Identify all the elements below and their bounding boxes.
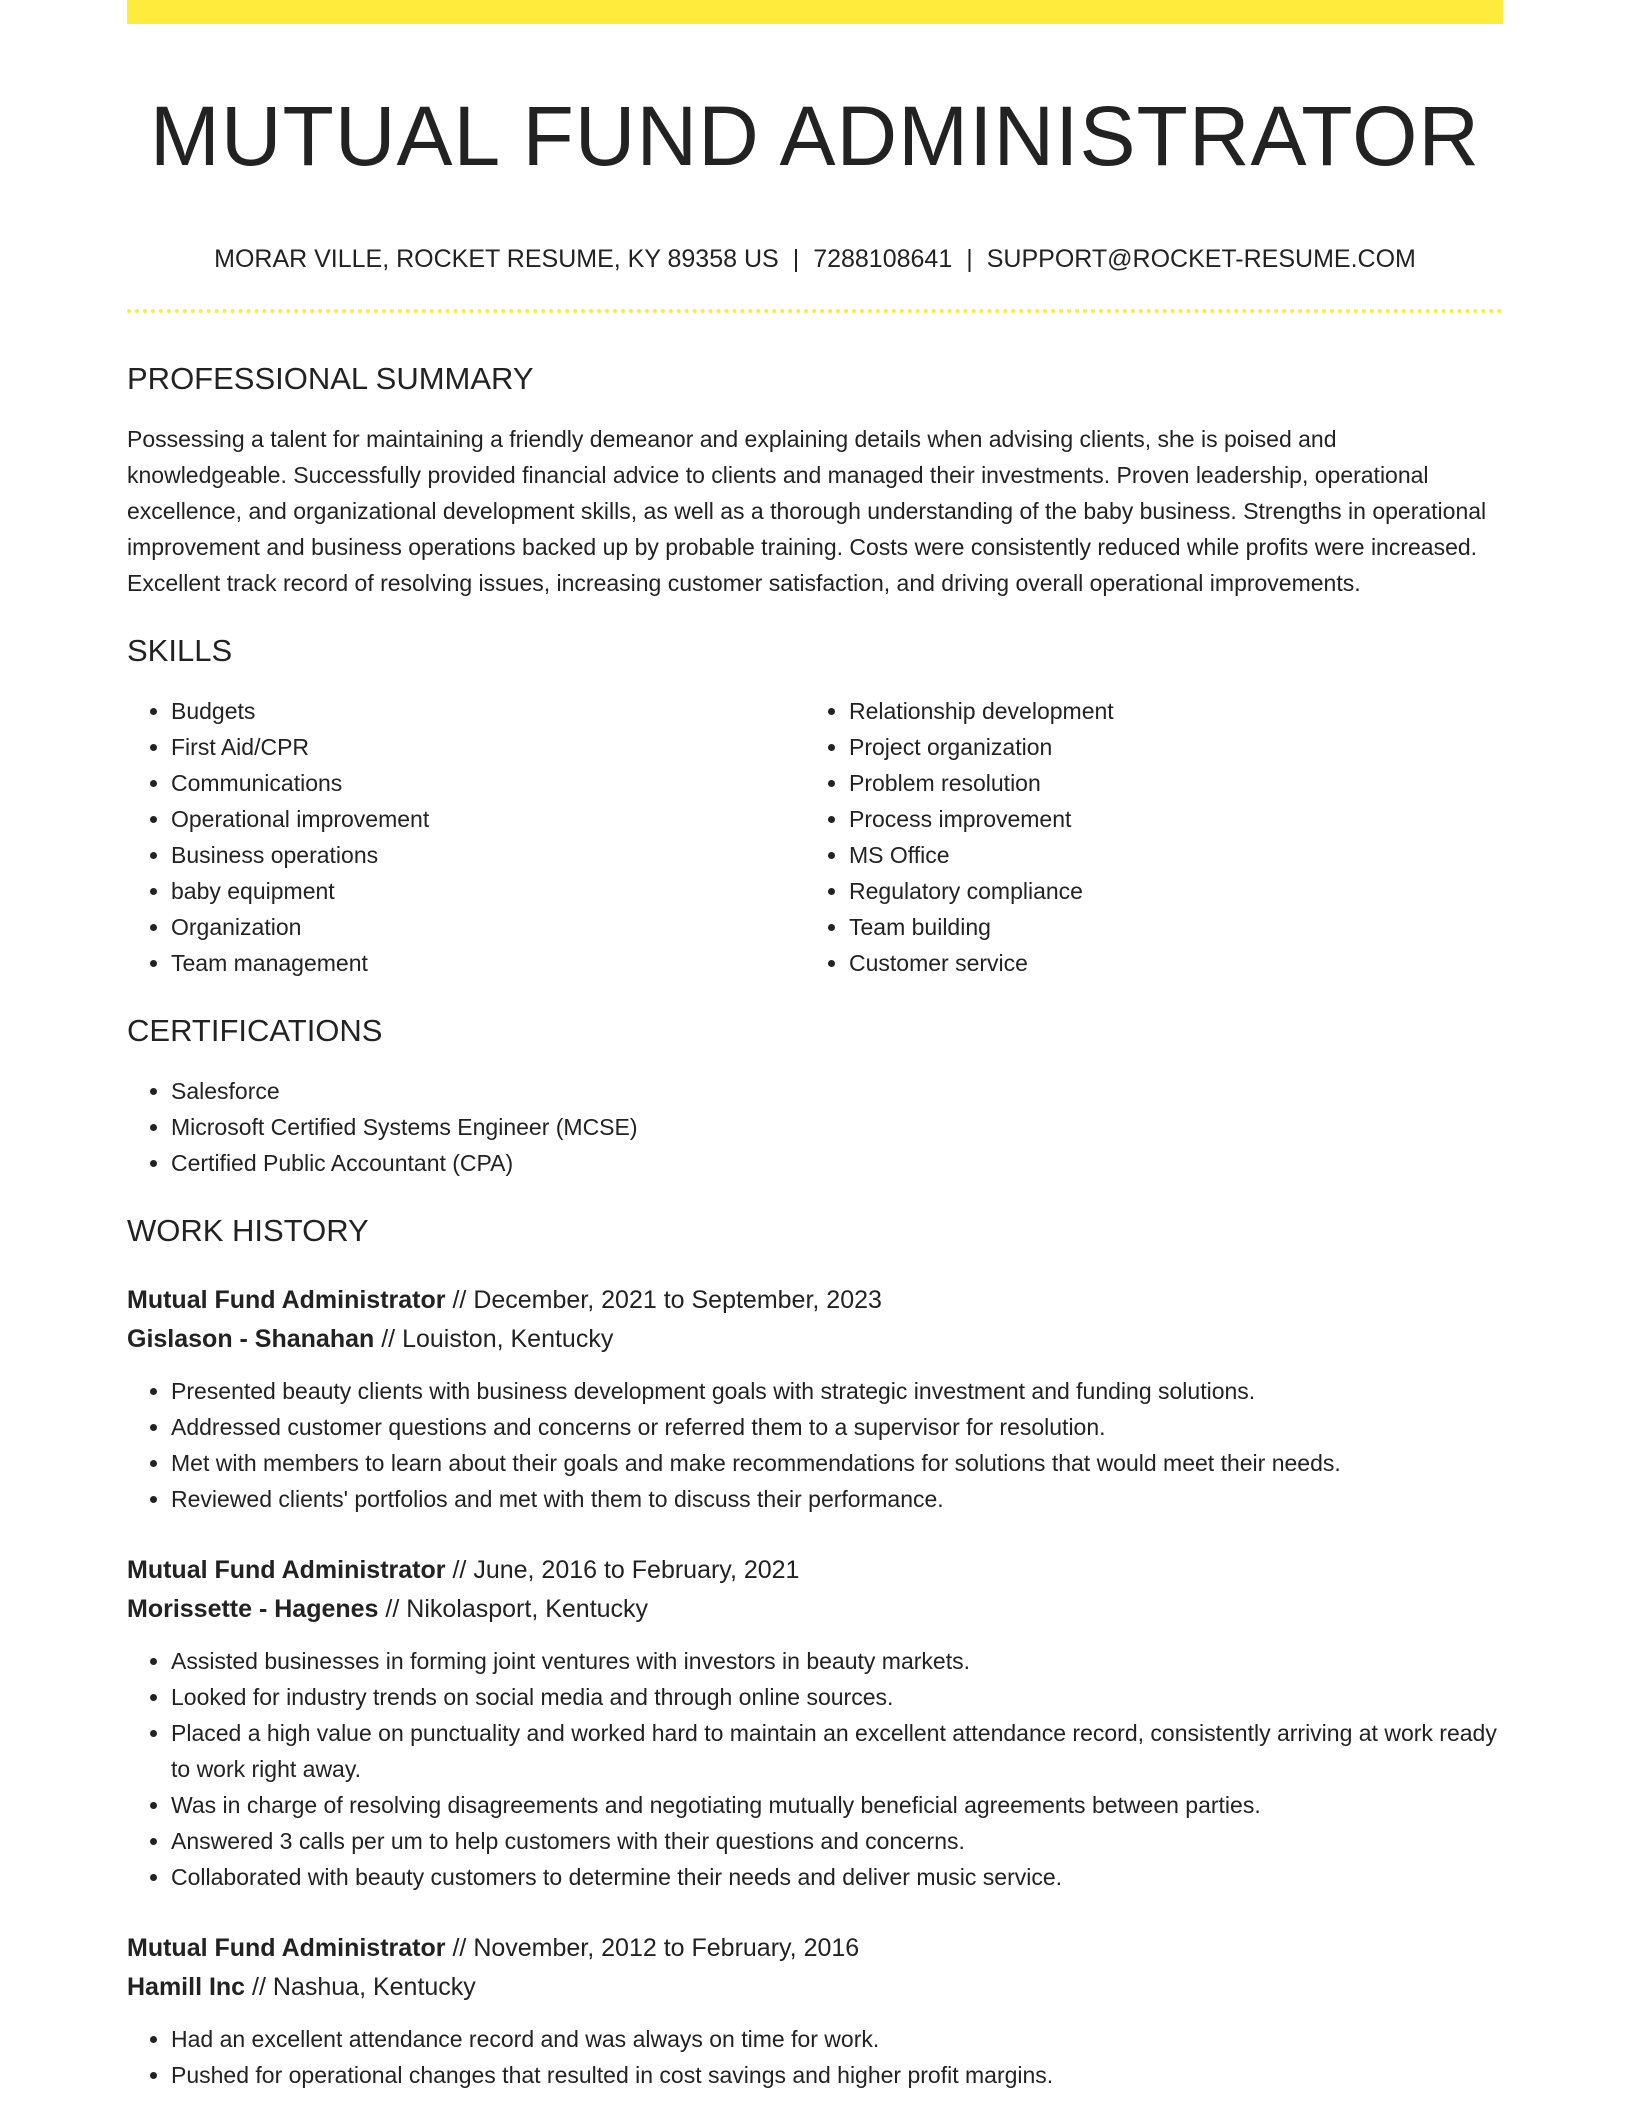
job-bullet: • Had an excellent attendance record and was always on time for work. bbox=[171, 2021, 1503, 2057]
job-company-line bbox=[127, 1590, 1503, 1629]
resume-title: MUTUAL FUND ADMINISTRATOR bbox=[149, 89, 1481, 183]
contact-email: SUPPORT@ROCKET-RESUME.COM bbox=[986, 245, 1416, 273]
job-company: Morissette - Hagenes bbox=[127, 1595, 379, 1623]
skills-list bbox=[127, 671, 1503, 981]
job-location: Louiston, Kentucky bbox=[402, 1325, 614, 1353]
skill-item: • Customer service bbox=[849, 945, 1503, 981]
accent-top-bar bbox=[127, 0, 1503, 24]
summary-text: Possessing a talent for maintaining a friendly demeanor and explaining details when advising clients, she is poised and knowledgeable. Successfully provided financial advice to clients and managed their investments. Proven leadership, operational excellence, and organizational development skills, as well as a thorough understanding of the baby business. Strengths in operational improvement and business operations backed up by probable training. Costs were consistently reduced while profits were increased. Excellent track record of resolving issues, increasing customer satisfaction, and driving overall operational improvements. bbox=[127, 426, 1487, 596]
job-title: Mutual Fund Administrator bbox=[127, 1556, 446, 1584]
job-bullets bbox=[127, 2021, 1503, 2093]
skills-column-right bbox=[805, 693, 1503, 981]
contact-separator: | bbox=[792, 245, 800, 273]
job-title-line bbox=[127, 1281, 1503, 1320]
job-company-line bbox=[127, 1320, 1503, 1359]
skill-item: • Operational improvement bbox=[171, 801, 805, 837]
job-bullet: • Pushed for operational changes that resulted in cost savings and higher profit margins. bbox=[171, 2057, 1503, 2093]
job-title-line bbox=[127, 1929, 1503, 1968]
job-location: Nashua, Kentucky bbox=[272, 1973, 476, 2001]
job-dates: November, 2012 to February, 2016 bbox=[473, 1934, 860, 1962]
skill-item: • Process improvement bbox=[849, 801, 1503, 837]
job-dates: June, 2016 to February, 2021 bbox=[473, 1556, 800, 1584]
job-divider: // bbox=[452, 1556, 467, 1584]
job-company: Hamill Inc bbox=[127, 1973, 246, 2001]
job-bullet: • Was in charge of resolving disagreements and negotiating mutually beneficial agreements between parties. bbox=[171, 1787, 1503, 1823]
job-divider: // bbox=[381, 1325, 396, 1353]
skill-item: • Team building bbox=[849, 909, 1503, 945]
contact-separator: | bbox=[966, 245, 973, 273]
job-bullet: • Placed a high value on punctuality and worked hard to maintain an excellent attendance record, consistently arriving at work ready to work right away. bbox=[171, 1715, 1503, 1787]
summary-heading: PROFESSIONAL SUMMARY bbox=[127, 361, 534, 396]
contact-line bbox=[127, 244, 1503, 274]
job-divider: // bbox=[252, 1973, 266, 2001]
job-company-line bbox=[127, 1968, 1503, 2007]
resume-page bbox=[127, 0, 1503, 2093]
job-bullet: • Assisted businesses in forming joint ventures with investors in beauty markets. bbox=[171, 1643, 1503, 1679]
skill-item: • Relationship development bbox=[849, 693, 1503, 729]
job-bullets bbox=[127, 1373, 1503, 1517]
job-company: Gislason - Shanahan bbox=[127, 1325, 375, 1353]
skill-item: • Business operations bbox=[171, 837, 805, 873]
skill-item: • Organization bbox=[171, 909, 805, 945]
job-bullet: • Looked for industry trends on social media and through online sources. bbox=[171, 1679, 1503, 1715]
certification-item: • Salesforce bbox=[171, 1073, 1503, 1109]
job-divider: // bbox=[385, 1595, 400, 1623]
job-title-line bbox=[127, 1551, 1503, 1590]
job-entry bbox=[127, 1929, 1503, 2093]
skill-item: • Budgets bbox=[171, 693, 805, 729]
skill-item: • baby equipment bbox=[171, 873, 805, 909]
skill-item: • Team management bbox=[171, 945, 805, 981]
skills-heading: SKILLS bbox=[127, 633, 233, 668]
job-entry bbox=[127, 1281, 1503, 1517]
job-title: Mutual Fund Administrator bbox=[127, 1934, 446, 1962]
job-location: Nikolasport, Kentucky bbox=[406, 1595, 649, 1623]
job-bullet: • Reviewed clients' portfolios and met with them to discuss their performance. bbox=[171, 1481, 1503, 1517]
job-bullet: • Addressed customer questions and concerns or referred them to a supervisor for resolution. bbox=[171, 1409, 1503, 1445]
job-bullet: • Answered 3 calls per um to help customers with their questions and concerns. bbox=[171, 1823, 1503, 1859]
skill-item: • Project organization bbox=[849, 729, 1503, 765]
contact-phone: 7288108641 bbox=[813, 245, 953, 273]
skills-column-left bbox=[127, 693, 805, 981]
certifications-heading: CERTIFICATIONS bbox=[127, 1013, 383, 1048]
skill-item: • MS Office bbox=[849, 837, 1503, 873]
certifications-list bbox=[127, 1073, 1503, 1181]
dotted-divider bbox=[127, 309, 1503, 313]
skill-item: • Problem resolution bbox=[849, 765, 1503, 801]
job-bullets bbox=[127, 1643, 1503, 1895]
certification-item: • Certified Public Accountant (CPA) bbox=[171, 1145, 1503, 1181]
job-title: Mutual Fund Administrator bbox=[127, 1286, 446, 1314]
job-divider: // bbox=[452, 1934, 467, 1962]
work-history-heading: WORK HISTORY bbox=[127, 1213, 369, 1248]
skill-item: • Regulatory compliance bbox=[849, 873, 1503, 909]
contact-address: MORAR VILLE, ROCKET RESUME, KY 89358 US bbox=[214, 245, 779, 273]
job-bullet: • Collaborated with beauty customers to determine their needs and deliver music service. bbox=[171, 1859, 1503, 1895]
skill-item: • First Aid/CPR bbox=[171, 729, 805, 765]
skill-item: • Communications bbox=[171, 765, 805, 801]
job-bullet: • Presented beauty clients with business development goals with strategic investment and funding solutions. bbox=[171, 1373, 1503, 1409]
job-divider: // bbox=[452, 1286, 467, 1314]
job-bullet: • Met with members to learn about their goals and make recommendations for solutions that would meet their needs. bbox=[171, 1445, 1503, 1481]
job-entry bbox=[127, 1551, 1503, 1895]
certification-item: • Microsoft Certified Systems Engineer (MCSE) bbox=[171, 1109, 1503, 1145]
job-dates: December, 2021 to September, 2023 bbox=[473, 1286, 882, 1314]
